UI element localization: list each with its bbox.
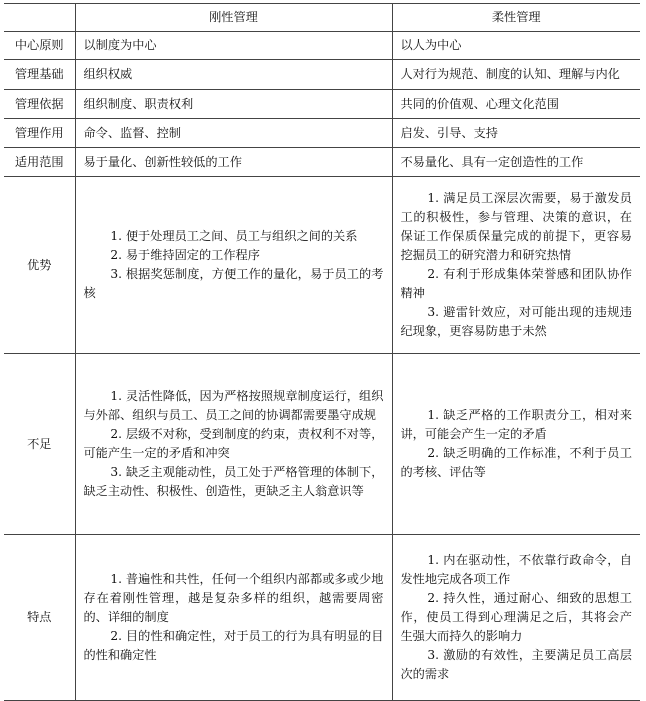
table-row	[4, 177, 640, 354]
rigid-cell	[75, 148, 392, 177]
flexible-cell	[392, 177, 640, 354]
flexible-text: 人对行为规范、制度的认知、理解与内化	[400, 67, 620, 81]
rigid-text: 3. 缺乏主观能动性，员工处于严格管理的体制下，缺乏主动性、积极性、创造性，更缺乏主人翁意识等	[83, 465, 384, 498]
rigid-text: 2. 易于维持固定的工作程序	[110, 248, 260, 262]
comparison-table	[4, 3, 640, 701]
rigid-cell	[75, 535, 392, 701]
rigid-text: 以制度为中心	[83, 38, 157, 52]
flexible-text: 3. 避雷针效应，对可能出现的违规违纪现象，更容易防患于未然	[400, 305, 632, 338]
row-dimension: 中心原则	[4, 32, 75, 60]
rigid-cell	[75, 119, 392, 148]
rigid-text: 命令、监督、控制	[83, 125, 181, 140]
rigid-text: 3. 根据奖惩制度，方便工作的量化，易于员工的考核	[83, 267, 384, 300]
flexible-text: 以人为中心	[400, 38, 462, 52]
flexible-text: 1. 缺乏严格的工作职责分工，相对来讲，可能会产生一定的矛盾	[400, 408, 632, 441]
flexible-cell	[392, 90, 640, 119]
flexible-cell	[392, 60, 640, 90]
rigid-cell	[75, 90, 392, 119]
rigid-text: 2. 层级不对称，受到制度的约束，责权利不对等，可能产生一定的矛盾和冲突	[83, 427, 384, 460]
table-row	[4, 60, 640, 90]
table-row	[4, 148, 640, 177]
rigid-text: 易于量化、创新性较低的工作	[83, 154, 242, 169]
flexible-text: 2. 缺乏明确的工作标准，不利于员工的考核、评估等	[400, 446, 632, 479]
rigid-cell	[75, 60, 392, 90]
row-dimension: 适用范围	[4, 148, 75, 177]
rigid-cell	[75, 177, 392, 354]
row-dimension: 优势	[4, 177, 75, 354]
row-dimension: 特点	[4, 535, 75, 701]
flexible-cell	[392, 535, 640, 701]
header-flexible: 柔性管理	[392, 4, 640, 32]
rigid-cell	[75, 354, 392, 535]
row-dimension: 不足	[4, 354, 75, 535]
table-row	[4, 535, 640, 701]
rigid-text: 1. 灵活性降低，因为严格按照规章制度运行，组织与外部、组织与员工、员工之间的协调都需要墨守成规	[83, 389, 384, 422]
flexible-text: 启发、引导、支持	[400, 125, 498, 140]
flexible-cell	[392, 119, 640, 148]
header-rigid: 刚性管理	[75, 4, 392, 32]
rigid-text: 2. 目的性和确定性，对于员工的行为具有明显的目的性和确定性	[83, 629, 384, 662]
flexible-cell	[392, 32, 640, 60]
row-dimension: 管理依据	[4, 90, 75, 119]
rigid-text: 1. 便于处理员工之间、员工与组织之间的关系	[110, 229, 358, 243]
flexible-text: 2. 持久性，通过耐心、细致的思想工作，使员工得到心理满足之后，其将会产生强大而持久的影响力	[400, 591, 632, 643]
row-dimension: 管理作用	[4, 119, 75, 148]
flexible-text: 1. 内在驱动性，不依靠行政命令，自发性地完成各项工作	[400, 553, 632, 586]
row-dimension: 管理基础	[4, 60, 75, 90]
flexible-text: 不易量化、具有一定创造性的工作	[400, 154, 584, 169]
rigid-text: 1. 普遍性和共性，任何一个组织内部都或多或少地存在着刚性管理，越是复杂多样的组织，越需要周密的、详细的制度	[83, 572, 384, 624]
flexible-text: 3. 激励的有效性，主要满足员工高层次的需求	[400, 648, 632, 681]
table-row	[4, 32, 640, 60]
header-row	[4, 4, 640, 32]
table-row	[4, 119, 640, 148]
table-row	[4, 90, 640, 119]
table-row	[4, 354, 640, 535]
header-blank	[4, 4, 75, 32]
rigid-cell	[75, 32, 392, 60]
flexible-text: 共同的价值观、心理文化范围	[400, 96, 559, 111]
table-body	[4, 32, 640, 701]
flexible-text: 2. 有利于形成集体荣誉感和团队协作精神	[400, 267, 632, 300]
flexible-cell	[392, 354, 640, 535]
rigid-text: 组织权威	[83, 67, 133, 81]
flexible-text: 1. 满足员工深层次需要，易于激发员工的积极性，参与管理、决策的意识，在保证工作保质保量完成的前提下，更容易挖掘员工的研究潜力和研究热情	[400, 191, 632, 262]
rigid-text: 组织制度、职责权利	[83, 96, 194, 111]
flexible-cell	[392, 148, 640, 177]
